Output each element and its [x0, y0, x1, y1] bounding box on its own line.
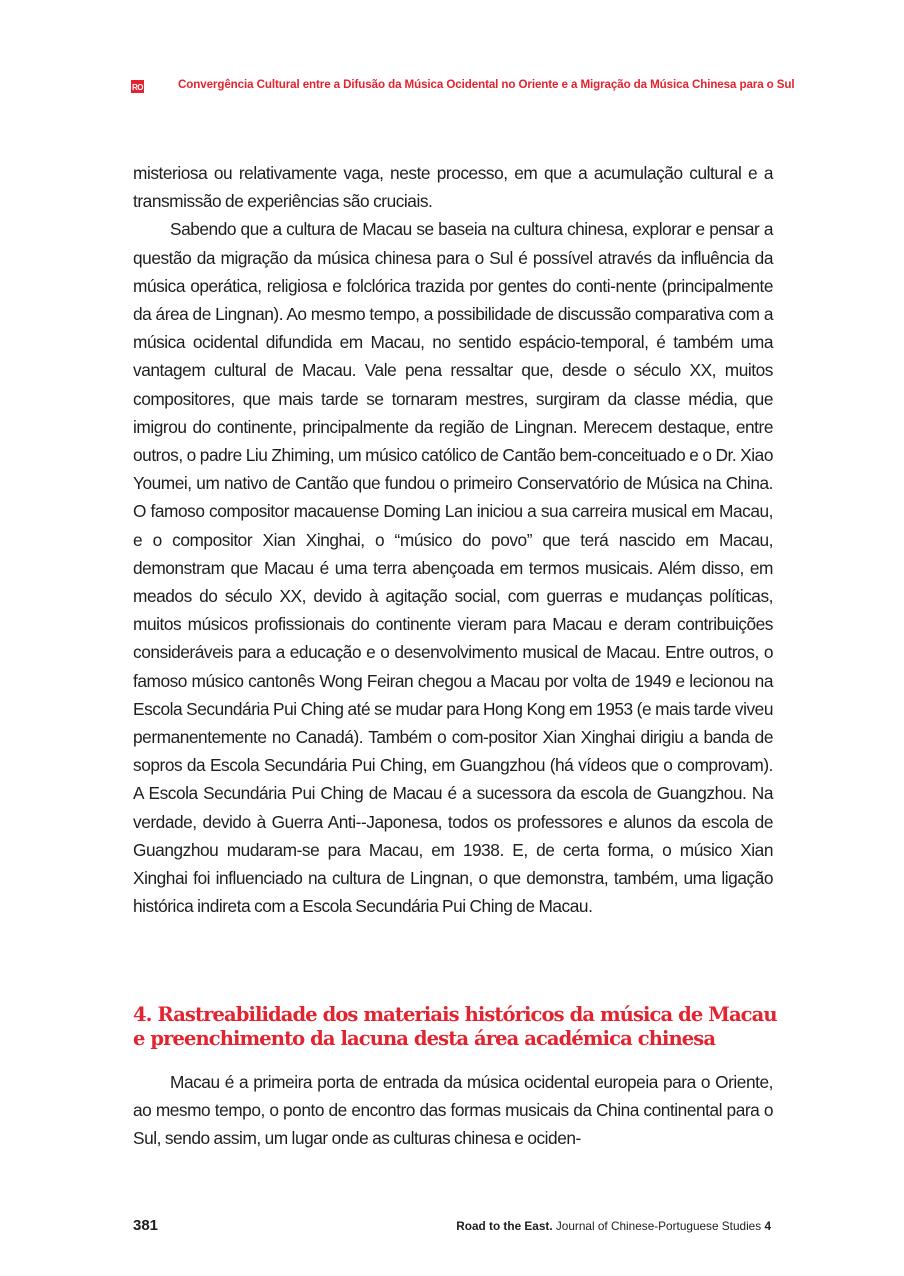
section-body-text: [133, 1068, 773, 1153]
journal-footer: [456, 1219, 771, 1233]
section-heading: 4. Rastreabilidade dos materiais históricos da música de Macau e preenchimento da lacuna desta área académica chinesa: [133, 1003, 777, 1050]
paragraph-continued: misteriosa ou relativamente vaga, neste processo, em que a acumulação cultural e a transmissão de experiências são cruciais.: [133, 163, 773, 212]
running-title: Convergência Cultural entre a Difusão da Música Ocidental no Oriente e a Migração da Música Chinesa para o Sul: [178, 78, 795, 91]
paragraph: Macau é a primeira porta de entrada da música ocidental europeia para o Oriente, ao mesmo tempo, o ponto de encontro das formas musicais da China continental para o Sul, sendo assim, um lugar onde as culturas chinesa e ociden-: [133, 1072, 773, 1149]
journal-subtitle: Journal of Chinese-Portuguese Studies: [552, 1219, 765, 1233]
running-header: [131, 77, 795, 95]
paragraph: Sabendo que a cultura de Macau se baseia na cultura chinesa, explorar e pensar a questão da migração da música chinesa para o Sul é possível através da influência da música operática, religiosa e folclórica trazida por gentes do conti-nente (principalmente da área de Lingnan). Ao mesmo tempo, a possibilidade de discussão comparativa com a música ocidental difundida em Macau, no sentido espácio-temporal, é também uma vantagem cultural de Macau. Vale pena ressaltar que, desde o século XX, muitos compositores, que mais tarde se tornaram mestres, surgiram da classe média, que imigrou do continente, principalmente da região de Lingnan. Merecem destaque, entre outros, o padre Liu Zhiming, um músico católico de Cantão bem-conceituado e o Dr. Xiao Youmei, um nativo de Cantão que fundou o primeiro Conservatório de Música na China. O famoso compositor macauense Doming Lan iniciou a sua carreira musical em Macau, e o compositor Xian Xinghai, o “músico do povo” que terá nascido em Macau, demonstram que Macau é uma terra abençoada em termos musicais. Além disso, em meados do século XX, devido à agitação social, com guerras e mudanças políticas, muitos músicos profissionais do continente vieram para Macau e deram contribuições consideráveis para a educação e o desenvolvimento musical de Macau. Entre outros, o famoso músico cantonês Wong Feiran chegou a Macau por volta de 1949 e lecionou na Escola Secundária Pui Ching até se mudar para Hong Kong em 1953 (e mais tarde viveu permanentemente no Canadá). Também o com-positor Xian Xinghai dirigiu a banda de sopros da Escola Secundária Pui Ching, em Guangzhou (há vídeos que o comprovam). A Escola Secundária Pui Ching de Macau é a sucessora da escola de Guangzhou. Na verdade, devido à Guerra Anti--Japonesa, todos os professores e alunos da escola de Guangzhou mudaram-se para Macau, em 1938. E, de certa forma, o músico Xian Xinghai foi influenciado na cultura de Lingnan, o que demonstra, também, uma ligação histórica indireta com a Escola Secundária Pui Ching de Macau.: [133, 219, 773, 917]
journal-logo-icon: RO: [131, 80, 144, 93]
journal-issue: 4: [764, 1219, 771, 1233]
body-text: [133, 159, 773, 920]
page-number: 381: [133, 1217, 159, 1234]
journal-title: Road to the East.: [456, 1219, 553, 1233]
